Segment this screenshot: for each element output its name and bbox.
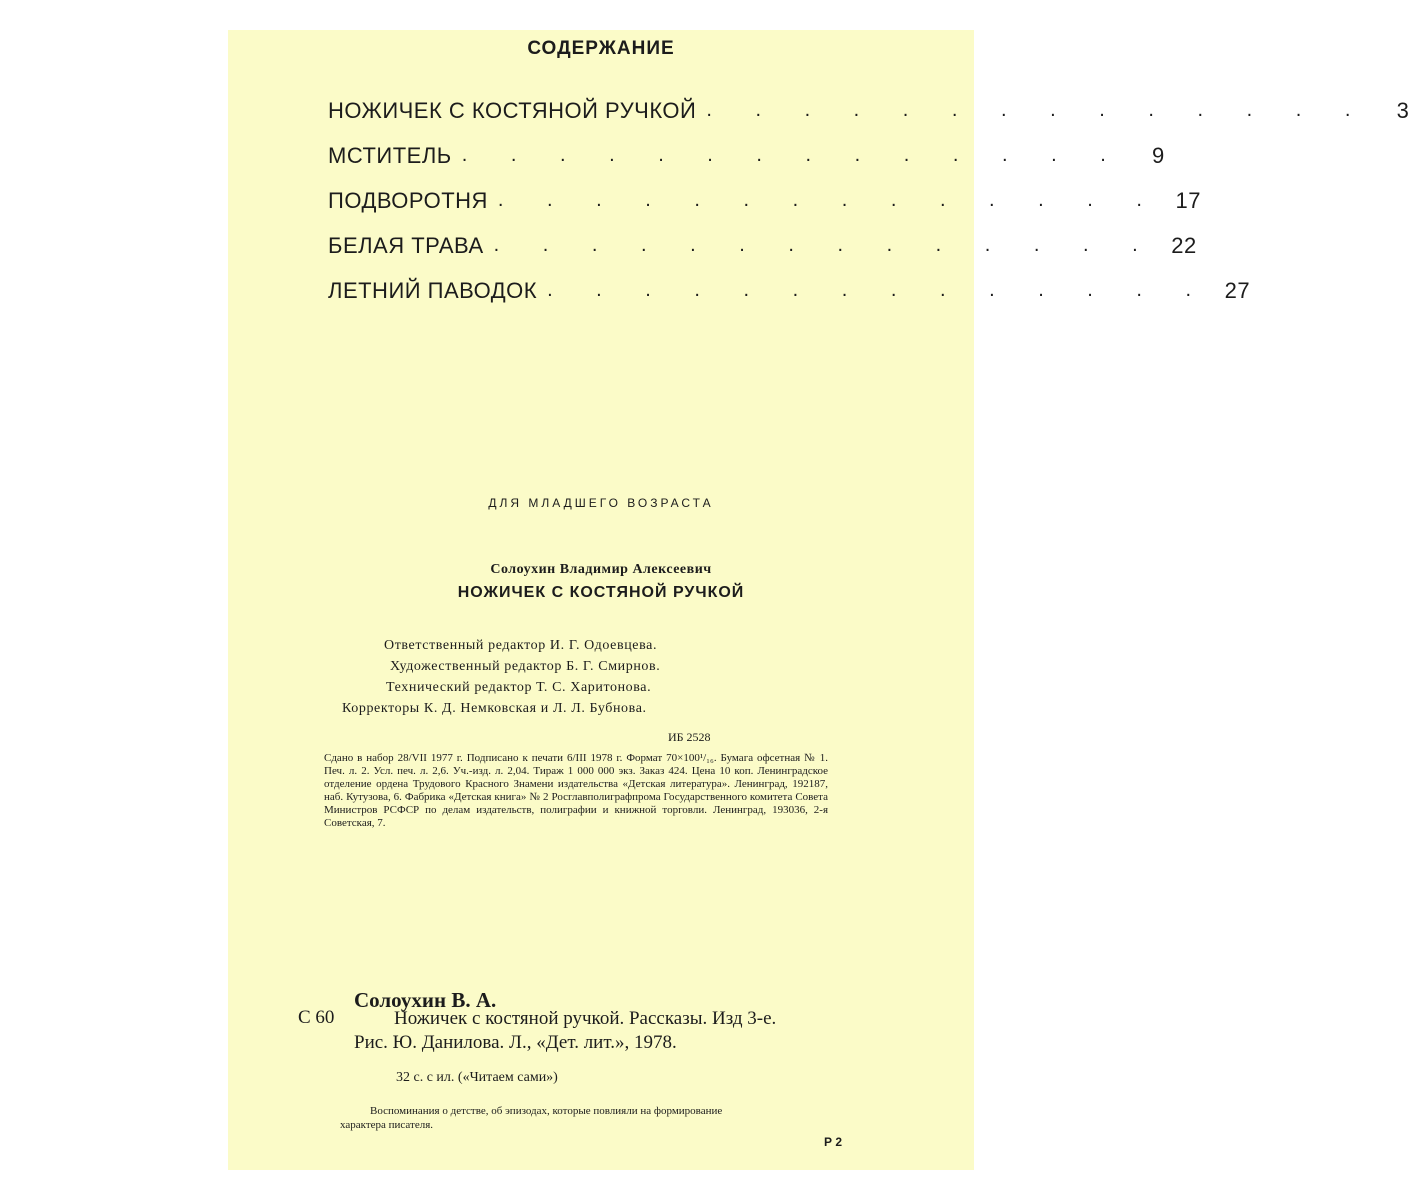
toc-leader-dots: . . . . . . . . . . . . . . bbox=[706, 99, 1370, 121]
toc-item-title: МСТИТЕЛЬ bbox=[328, 142, 452, 168]
author-full-name: Солоухин Владимир Алексеевич bbox=[490, 562, 712, 577]
catalog-pages: 32 с. с ил. («Читаем сами») bbox=[396, 1070, 558, 1085]
toc-item-title: ПОДВОРОТНЯ bbox=[328, 187, 488, 213]
toc-item bbox=[328, 133, 1165, 178]
toc-item-page: 17 bbox=[1175, 187, 1201, 213]
toc-leader-dots: . . . . . . . . . . . . . . bbox=[461, 144, 1125, 166]
catalog-description bbox=[354, 1007, 864, 1055]
toc-item-title: ЛЕТНИЙ ПАВОДОК bbox=[328, 277, 538, 303]
toc-item-page: 22 bbox=[1171, 232, 1197, 258]
catalog-author: Солоухин В. А. bbox=[354, 988, 497, 1012]
toc-heading: СОДЕРЖАНИЕ bbox=[527, 38, 675, 59]
imprint-text: Сдано в набор 28/VII 1977 г. Подписано к печати 6/III 1978 г. Формат 70×100¹/₁₆. Бумага офсетная № 1. Печ. л. 2. Усл. печ. л. 2,6. Уч.-изд. л. 2,04. Тираж 1 000 000 экз. Заказ 424. Цена 10 коп. Ленинградское отделение ордена Трудового Красного Знамени издательства «Детская литература». Ленинград, 192187, наб. Кутузова, 6. Фабрика «Детская книга» № 2 Росглавполиграфпрома Государственного комитета Совета Министров РСФСР по делам издательств, полиграфии и книжной торговли. Ленинград, 193036, 2-я Советская, 7. bbox=[324, 752, 828, 829]
annotation-line: Воспоминания о детстве, об эпизодах, которые повлияли на формирование bbox=[370, 1105, 723, 1117]
age-group-label: ДЛЯ МЛАДШЕГО ВОЗРАСТА bbox=[488, 496, 714, 510]
catalog-description-line: Ножичек с костяной ручкой. Рассказы. Изд 3-е. bbox=[394, 1008, 777, 1029]
toc-item-page: 3 bbox=[1396, 97, 1409, 123]
ib-number: ИБ 2528 bbox=[668, 730, 711, 744]
book-page bbox=[228, 30, 1409, 1170]
toc-leader-dots: . . . . . . . . . . . . . . bbox=[497, 189, 1161, 211]
toc-list bbox=[328, 88, 1409, 313]
credit-line: Художественный редактор Б. Г. Смирнов. bbox=[390, 659, 661, 674]
toc-leader-dots: . . . . . . . . . . . . . . bbox=[547, 279, 1211, 301]
toc-item bbox=[328, 88, 1409, 133]
catalog-description-line: Рис. Ю. Данилова. Л., «Дет. лит.», 1978. bbox=[354, 1032, 677, 1053]
toc-leader-dots: . . . . . . . . . . . . . . bbox=[493, 234, 1157, 256]
sheet-mark: Р 2 bbox=[824, 1135, 843, 1149]
book-title: НОЖИЧЕК С КОСТЯНОЙ РУЧКОЙ bbox=[457, 584, 745, 601]
credit-line: Корректоры К. Д. Немковская и Л. Л. Бубнова. bbox=[342, 701, 647, 716]
toc-item-title: БЕЛАЯ ТРАВА bbox=[328, 232, 484, 258]
toc-item bbox=[328, 178, 1201, 223]
annotation-line: характера писателя. bbox=[340, 1119, 434, 1131]
toc-item-title: НОЖИЧЕК С КОСТЯНОЙ РУЧКОЙ bbox=[328, 97, 697, 123]
editorial-credits bbox=[328, 638, 848, 722]
credit-line: Ответственный редактор И. Г. Одоевцева. bbox=[384, 638, 658, 653]
annotation bbox=[340, 1104, 860, 1132]
credit-line: Технический редактор Т. С. Харитонова. bbox=[386, 680, 652, 695]
toc-item-page: 27 bbox=[1224, 277, 1251, 303]
toc-item bbox=[328, 268, 1251, 313]
catalog-code: С 60 bbox=[298, 1007, 335, 1028]
toc-item-page: 9 bbox=[1152, 142, 1165, 168]
toc-item bbox=[328, 223, 1197, 268]
